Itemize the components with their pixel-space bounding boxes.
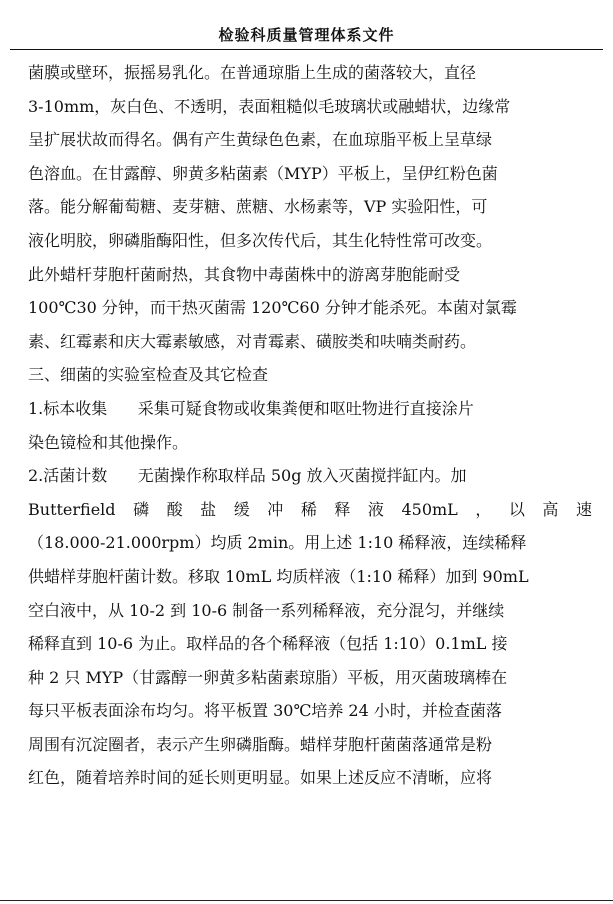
body-line-justified	[28, 493, 592, 527]
justified-word: 稀	[300, 499, 317, 519]
body-line: （18.000-21.000rpm）均质 2min。用上述 1:10 稀释液，连续稀释	[28, 533, 527, 553]
justified-word: 速	[575, 499, 592, 519]
body-line: 红色，随着培养时间的延长则更明显。如果上述反应不清晰，应将	[28, 768, 493, 788]
body-line: 素、红霉素和庆大霉素敏感，对青霉素、磺胺类和呋喃类耐药。	[28, 331, 477, 351]
justified-word: 缓	[233, 499, 250, 519]
justified-word: 酸	[166, 499, 183, 519]
header-divider	[10, 49, 603, 50]
justified-word: Butterfield	[28, 499, 116, 519]
body-line: 呈扩展状故而得名。偶有产生黄绿色色素，在血琼脂平板上呈草绿	[28, 130, 493, 150]
body-line: 每只平板表面涂布均匀。将平板置 30℃培养 24 小时，并检查菌落	[28, 701, 502, 721]
body-line: 供蜡样芽胞杆菌计数。移取 10mL 均质样液（1:10 稀释）加到 90mL	[28, 566, 529, 586]
body-line: 染色镜检和其他操作。	[28, 432, 189, 452]
page-bottom-edge	[0, 900, 613, 901]
body-line: 1.标本收集 采集可疑食物或收集粪便和呕吐物进行直接涂片	[28, 398, 474, 418]
body-line: 稀释直到 10-6 为止。取样品的各个稀释液（包括 1:10）0.1mL 接	[28, 634, 508, 654]
justified-word: 释	[334, 499, 351, 519]
body-line: 100℃30 分钟，而干热灭菌需 120℃60 分钟才能杀死。本菌对氯霉	[28, 298, 517, 318]
document-title: 检验科质量管理体系文件	[218, 26, 395, 44]
justified-word: 磷	[133, 499, 150, 519]
justified-word: 高	[542, 499, 559, 519]
section-heading: 三、细菌的实验室检查及其它检查	[28, 365, 269, 385]
body-line: 种 2 只 MYP（甘露醇一卵黄多粘菌素琼脂）平板，用灭菌玻璃棒在	[28, 667, 508, 687]
body-line: 周围有沉淀圈者，表示产生卵磷脂酶。蜡样芽胞杆菌菌落通常是粉	[28, 734, 493, 754]
body-line: 色溶血。在甘露醇、卵黄多粘菌素（MYP）平板上，呈伊红粉色菌	[28, 163, 498, 183]
body-line: 2.活菌计数 无菌操作称取样品 50g 放入灭菌搅拌缸内。加	[28, 466, 467, 486]
justified-word: 盐	[200, 499, 217, 519]
justified-word: 450mL	[401, 499, 458, 519]
body-line: 菌膜或壁环，振摇易乳化。在普通琼脂上生成的菌落较大，直径	[28, 63, 477, 82]
body-line: 此外蜡杆芽胞杆菌耐热，其食物中毒菌株中的游离芽胞能耐受	[28, 264, 461, 284]
justified-word: 液	[367, 499, 384, 519]
justified-word: 以	[508, 499, 525, 519]
body-line: 3-10mm，灰白色、不透明，表面粗糙似毛玻璃状或融蜡状，边缘常	[28, 96, 511, 116]
body-line: 空白液中，从 10-2 到 10-6 制备一系列稀释液，充分混匀，并继续	[28, 600, 505, 620]
document-body	[28, 56, 592, 795]
body-line: 液化明胶，卵磷脂酶阳性，但多次传代后，其生化特性常可改变。	[28, 230, 493, 250]
body-line: 落。能分解葡萄糖、麦芽糖、蔗糖、水杨素等，VP 实验阳性，可	[28, 197, 488, 217]
justified-word: 冲	[267, 499, 284, 519]
page-header	[0, 0, 613, 56]
justified-word: ，	[475, 499, 492, 519]
